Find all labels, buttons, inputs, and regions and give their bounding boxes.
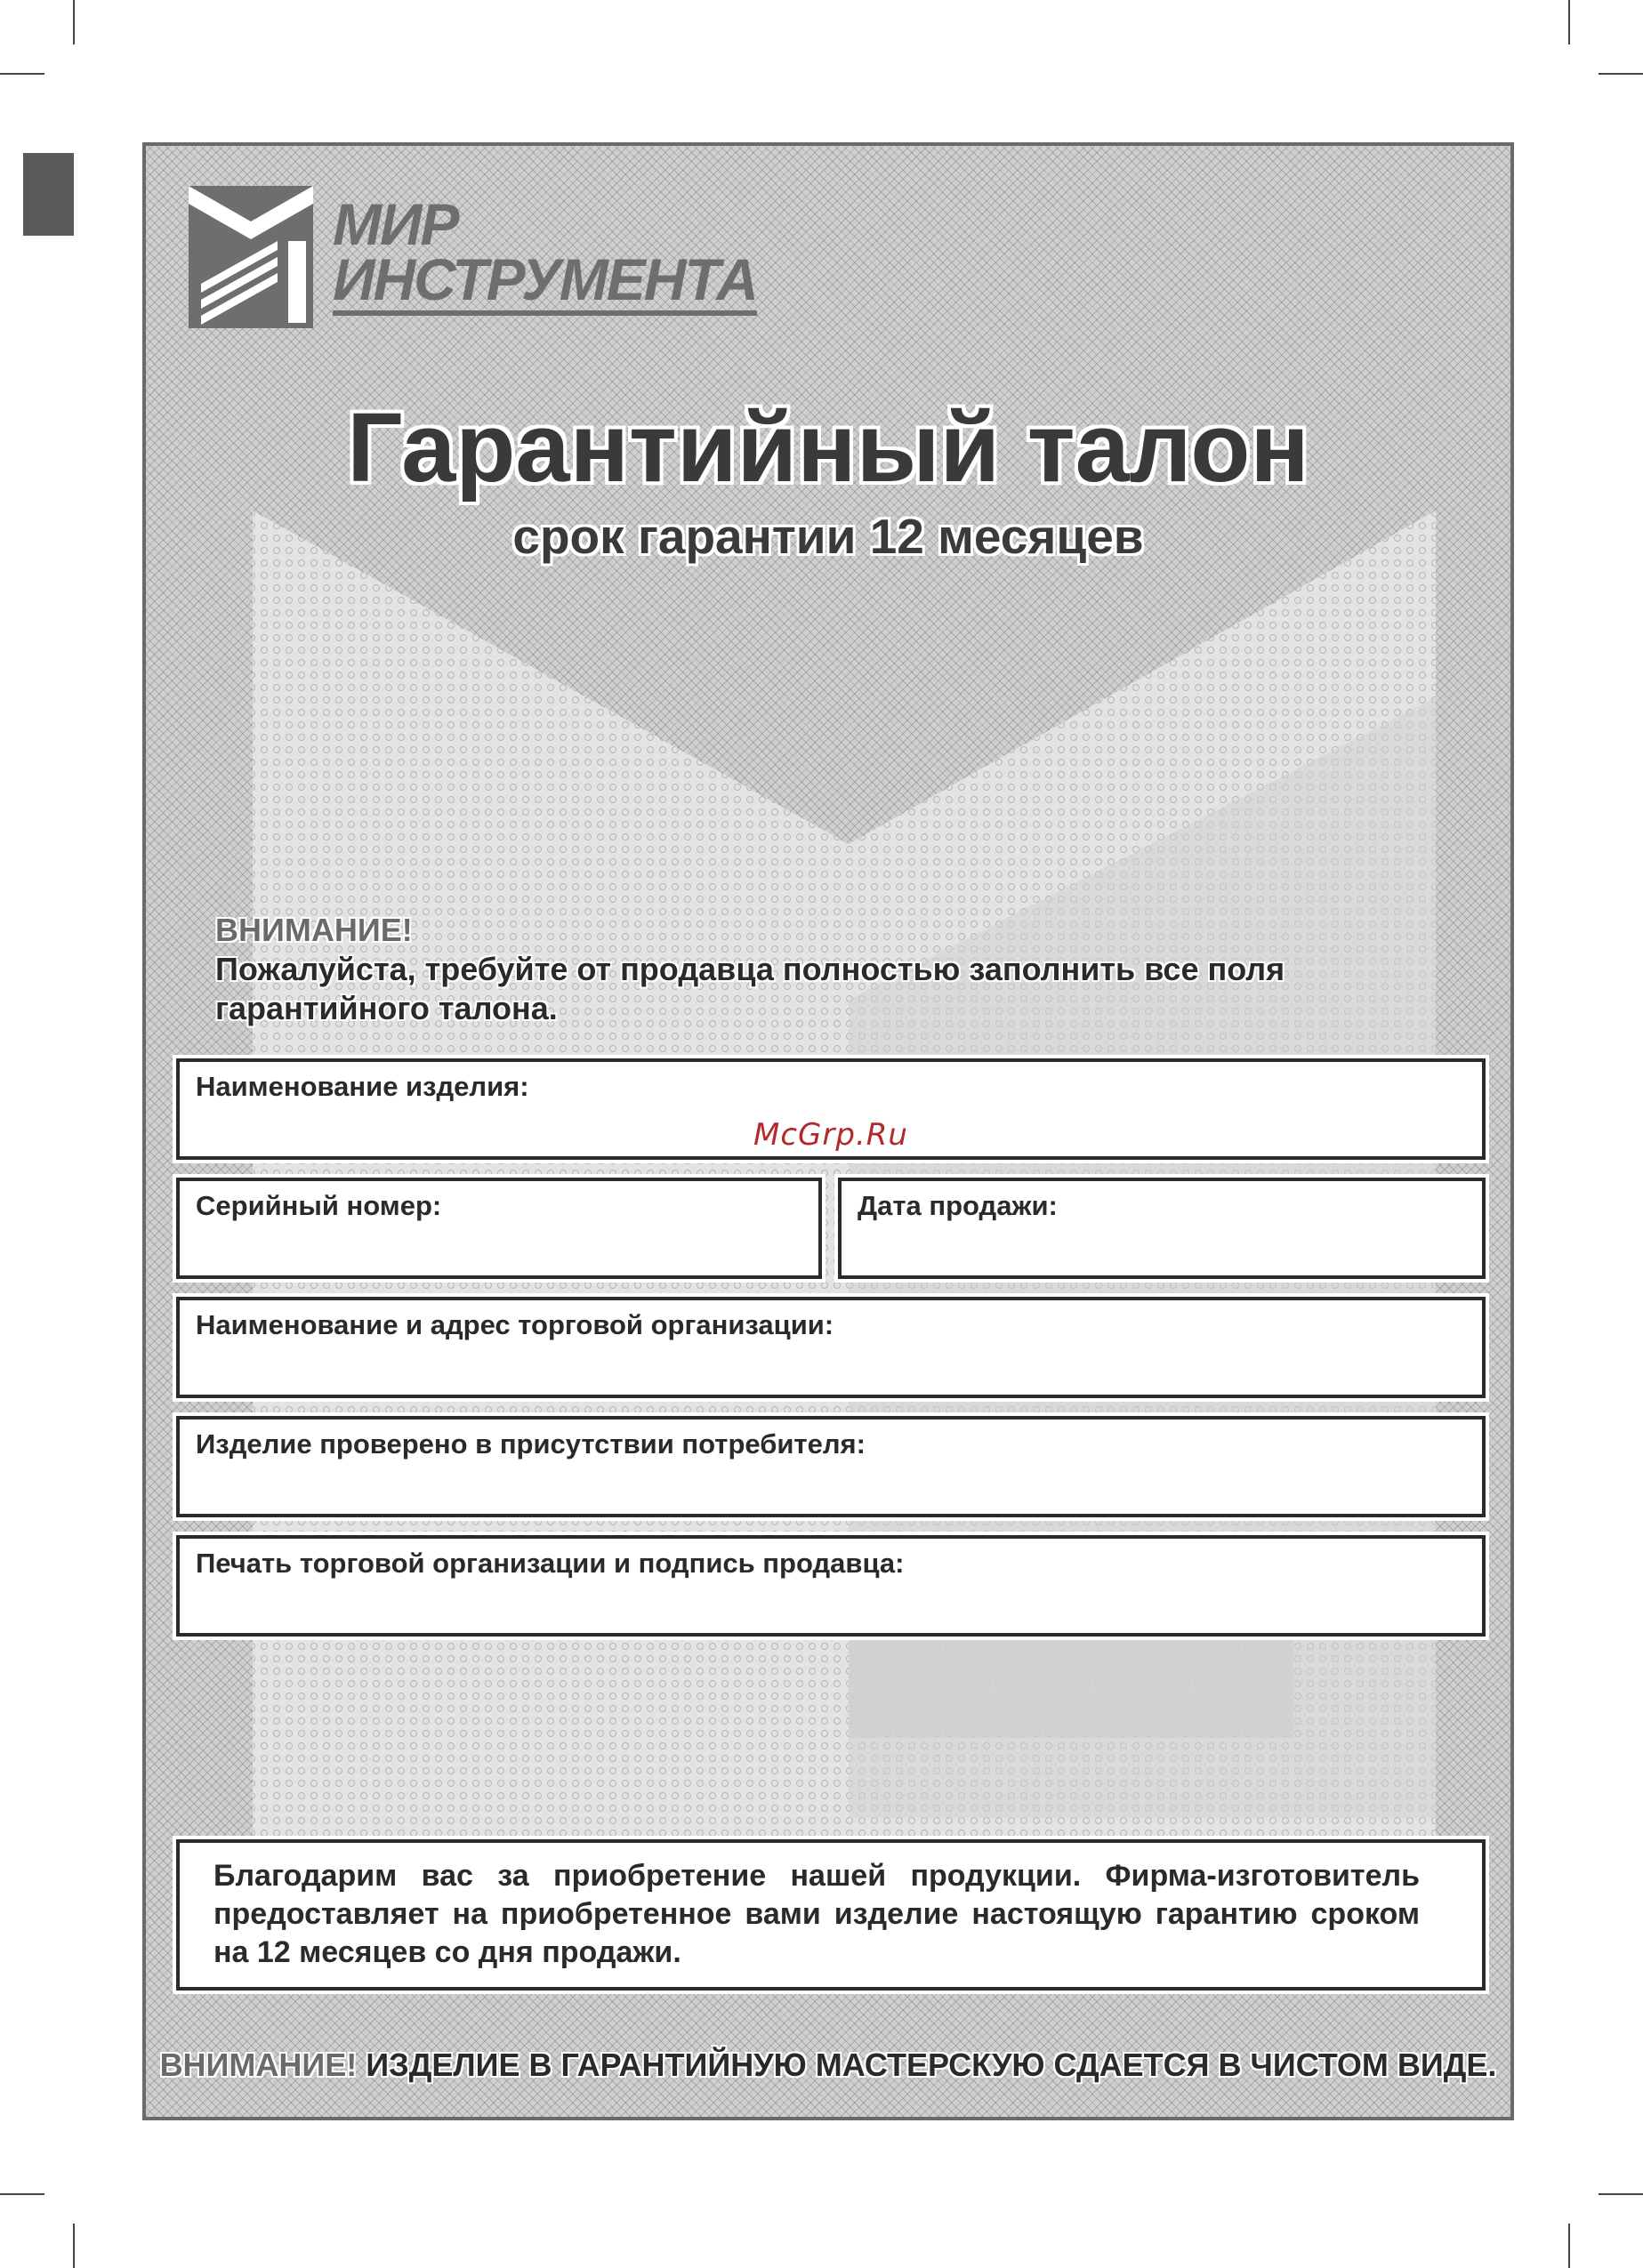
checked-by-consumer-field[interactable]: [176, 1416, 1486, 1517]
crop-mark: [73, 0, 75, 44]
attention-body: Пожалуйста, требуйте от продавца полностью заполнить все поля гарантийного талона.: [215, 951, 1285, 1026]
sale-date-label: Дата продажи:: [858, 1190, 1058, 1221]
footer-notice: [146, 2049, 1510, 2081]
product-name-label: Наименование изделия:: [196, 1071, 529, 1102]
logo-line-2: ИНСТРУМЕНТА: [333, 250, 757, 316]
crop-mark: [1568, 0, 1570, 44]
crop-mark: [1568, 2224, 1570, 2268]
store-name-address-label: Наименование и адрес торговой организации:: [196, 1309, 834, 1340]
serial-number-field[interactable]: [176, 1178, 822, 1279]
crop-mark: [1599, 2193, 1643, 2195]
checked-by-consumer-label: Изделие проверено в присутствии потребителя:: [196, 1428, 866, 1460]
watermark: McGrp.Ru: [753, 1117, 908, 1153]
logo-line-1: МИР: [333, 191, 458, 257]
thanks-box: [176, 1839, 1486, 1991]
product-name-field[interactable]: [176, 1058, 1486, 1160]
print-tab-marker: [23, 153, 74, 236]
crop-mark: [73, 2224, 75, 2268]
serial-number-label: Серийный номер:: [196, 1190, 442, 1221]
crop-mark: [0, 73, 44, 75]
sale-date-field[interactable]: [838, 1178, 1486, 1279]
crop-mark: [0, 2193, 44, 2195]
logo-emblem: [189, 186, 313, 328]
stamp-signature-field[interactable]: [176, 1535, 1486, 1637]
thanks-text: Благодарим вас за приобретение нашей продукции. Фирма-изготовитель предоставляет на приобретенное вами изделие настоящую гарантию сроком на 12 месяцев со дня продажи.: [213, 1859, 1420, 1969]
page-title: Гарантийный талон: [347, 393, 1309, 503]
warranty-card: [142, 142, 1514, 2120]
stamp-signature-label: Печать торговой организации и подпись продавца:: [196, 1548, 905, 1579]
store-name-address-field[interactable]: [176, 1297, 1486, 1398]
attention-notice: [215, 911, 1416, 1028]
page-subtitle: срок гарантии 12 месяцев: [512, 509, 1144, 564]
footer-attention: ВНИМАНИЕ!: [159, 2047, 358, 2083]
attention-heading: ВНИМАНИЕ!: [215, 912, 413, 948]
logo-wordmark: [333, 191, 757, 316]
footer-text: ИЗДЕЛИЕ В ГАРАНТИЙНУЮ МАСТЕРСКУЮ СДАЕТСЯ В ЧИСТОМ ВИДЕ.: [357, 2047, 1497, 2083]
crop-mark: [1599, 73, 1643, 75]
